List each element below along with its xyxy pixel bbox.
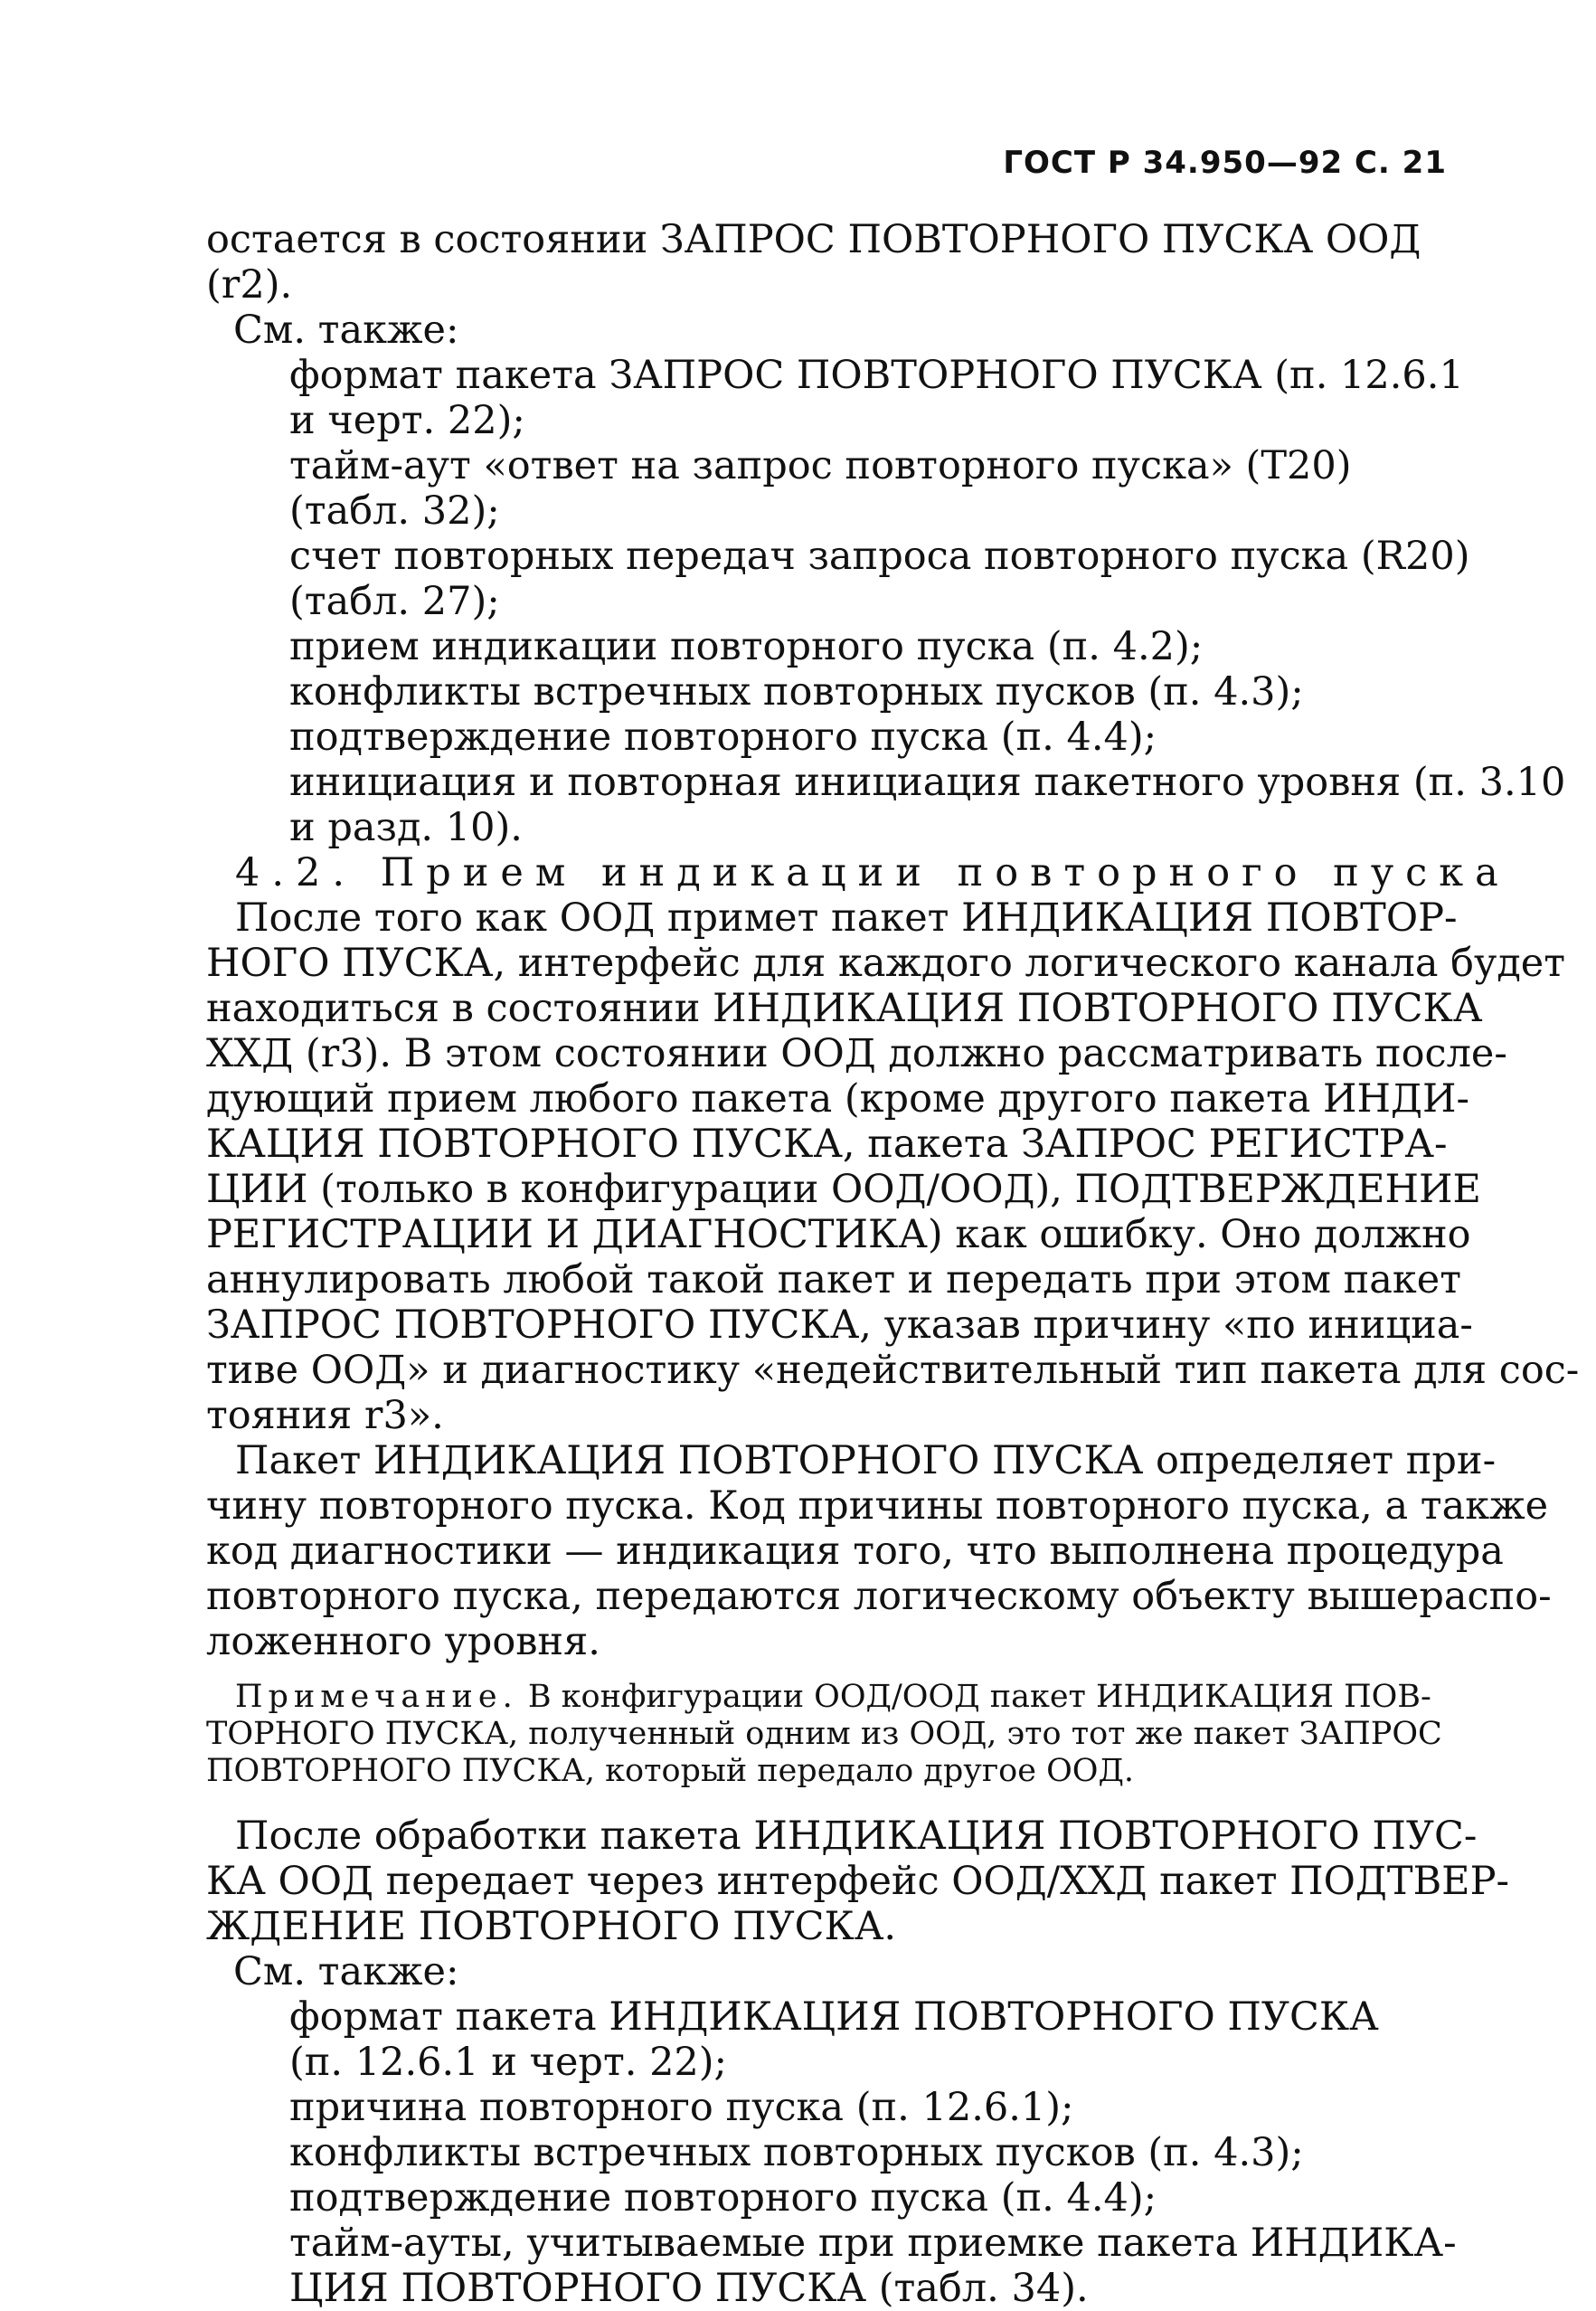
text-line: тайм-аут «ответ на запрос повторного пуска» (Т20) [289,443,1352,488]
text-line: остается в состоянии ЗАПРОС ПОВТОРНОГО ПУСКА ООД [206,217,1421,262]
text-line: конфликты встречных повторных пусков (п. 4.3); [289,2130,1304,2175]
text-line: инициация и повторная инициация пакетного уровня (п. 3.10 [289,760,1566,805]
text-line: ЗАПРОС ПОВТОРНОГО ПУСКА, указав причину «по инициа- [206,1302,1473,1348]
text-block-2 [206,1814,1510,2311]
text-line: См. также: [233,308,459,353]
text-line: формат пакета ЗАПРОС ПОВТОРНОГО ПУСКА (п. 12.6.1 [289,353,1464,398]
text-line: и черт. 22); [289,398,525,443]
text-line: 4.2. Прием индикации повторного пуска [235,850,1510,895]
text-line: формат пакета ИНДИКАЦИЯ ПОВТОРНОГО ПУСКА [289,1994,1379,2040]
text-line: После обработки пакета ИНДИКАЦИЯ ПОВТОРНОГО ПУС- [235,1814,1478,1859]
text-line: конфликты встречных повторных пусков (п. 4.3); [289,669,1304,715]
text-line: ЖДЕНИЕ ПОВТОРНОГО ПУСКА. [206,1904,897,1949]
text-line: После того как ООД примет пакет ИНДИКАЦИЯ ПОВТОР- [235,895,1458,941]
text-line: прием индикации повторного пуска (п. 4.2); [289,624,1204,669]
text-line: чину повторного пуска. Код причины повторного пуска, а также [206,1483,1549,1529]
text-line: тайм-ауты, учитываемые при приемке пакета ИНДИКА- [289,2221,1457,2266]
text-line: тояния r3». [206,1393,444,1438]
text-line: тиве ООД» и диагностику «недействительный тип пакета для сос- [206,1348,1580,1393]
text-line: причина повторного пуска (п. 12.6.1); [289,2085,1074,2130]
note-line-1 [206,1679,1436,1716]
text-line: (r2). [206,262,293,308]
text-line: дующий прием любого пакета (кроме другого пакета ИНДИ- [206,1076,1470,1122]
text-line: аннулировать любой такой пакет и передать при этом пакет [206,1257,1461,1302]
text-line: ЦИИ (только в конфигурации ООД/ООД), ПОДТВЕРЖДЕНИЕ [206,1167,1481,1212]
note-line-3: ПОВТОРНОГО ПУСКА, который передало другое ООД. [206,1753,1135,1789]
text-line: НОГО ПУСКА, интерфейс для каждого логического канала будет [206,941,1566,986]
spacer [206,1790,1436,1814]
text-line: подтверждение повторного пуска (п. 4.4); [289,715,1157,760]
note-block [206,1679,1442,1790]
text-line: и разд. 10). [289,805,523,850]
text-line: КА ООД передает через интерфейс ООД/ХХД пакет ПОДТВЕР- [206,1859,1510,1904]
body-text [206,217,1580,2311]
spacer [206,1664,1436,1679]
text-line: (табл. 27); [289,579,500,624]
note-text: В конфигурации ООД/ООД пакет ИНДИКАЦИЯ ПОВ- [517,1679,1431,1715]
page-header: ГОСТ Р 34.950—92 С. 21 [1003,145,1447,181]
text-line: См. также: [233,1949,459,1994]
text-line: подтверждение повторного пуска (п. 4.4); [289,2175,1157,2221]
note-label: Примечание. [235,1679,518,1715]
text-line: находиться в состоянии ИНДИКАЦИЯ ПОВТОРНОГО ПУСКА [206,986,1483,1031]
text-line: КАЦИЯ ПОВТОРНОГО ПУСКА, пакета ЗАПРОС РЕГИСТРА- [206,1122,1448,1167]
text-line: код диагностики — индикация того, что выполнена процедура [206,1529,1504,1574]
text-line: (табл. 32); [289,488,500,534]
text-line: повторного пуска, передаются логическому объекту вышераспо- [206,1574,1552,1619]
text-line: (п. 12.6.1 и черт. 22); [289,2040,728,2085]
text-line: РЕГИСТРАЦИИ И ДИАГНОСТИКА) как ошибку. Оно должно [206,1212,1471,1257]
text-block-1 [206,217,1580,1664]
text-line: ЦИЯ ПОВТОРНОГО ПУСКА (табл. 34). [289,2266,1089,2311]
text-line: счет повторных передач запроса повторного пуска (R20) [289,534,1470,579]
note-line-2: ТОРНОГО ПУСКА, полученный одним из ООД, это тот же пакет ЗАПРОС [206,1716,1442,1752]
text-line: Пакет ИНДИКАЦИЯ ПОВТОРНОГО ПУСКА определяет при- [235,1438,1497,1483]
text-line: ложенного уровня. [206,1619,600,1664]
text-line: ХХД (r3). В этом состоянии ООД должно рассматривать после- [206,1031,1507,1076]
